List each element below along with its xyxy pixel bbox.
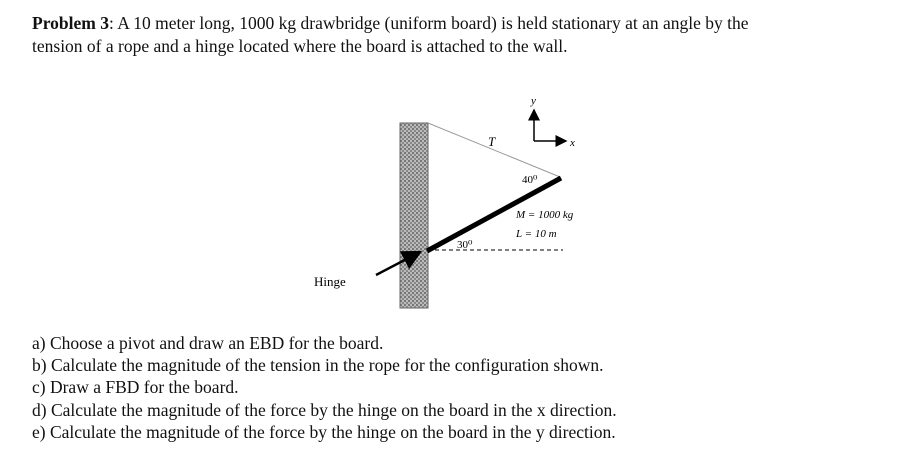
question-d: d) Calculate the magnitude of the force by the hinge on the board in the x direction. <box>32 400 617 420</box>
rope <box>428 123 560 177</box>
question-e: e) Calculate the magnitude of the force by the hinge on the board in the y direction. <box>32 422 616 442</box>
mass-label: M = 1000 kg <box>516 209 574 221</box>
angle-rope-label: 40⁰ <box>522 174 538 186</box>
length-label: L = 10 m <box>516 228 557 240</box>
hinge-label: Hinge <box>314 274 346 289</box>
problem-text-1: : A 10 meter long, 1000 kg drawbridge (uniform board) is held stationary at an angle by the <box>108 13 749 33</box>
wall <box>400 123 428 308</box>
problem-line-2: tension of a rope and a hinge located where the board is attached to the wall. <box>32 36 568 56</box>
tension-label: T <box>488 134 496 149</box>
problem-label: Problem 3 <box>32 13 109 33</box>
angle-board-label: 30⁰ <box>457 239 473 251</box>
question-c: c) Draw a FBD for the board. <box>32 377 239 397</box>
x-axis-label: x⃗ <box>570 137 584 149</box>
question-a: a) Choose a pivot and draw an EBD for the board. <box>32 333 384 353</box>
question-b: b) Calculate the magnitude of the tension in the rope for the configuration shown. <box>32 355 604 375</box>
y-axis-label: y⃗ <box>531 95 545 107</box>
